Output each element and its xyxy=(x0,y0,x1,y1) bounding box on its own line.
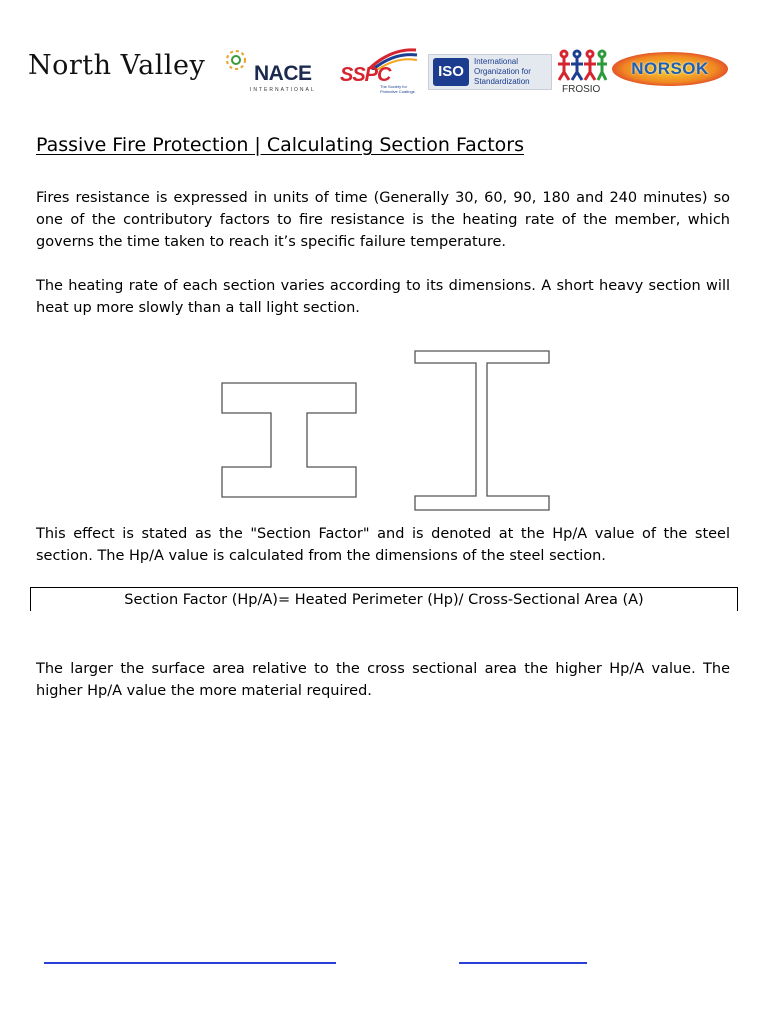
nace-wordmark: NACE xyxy=(254,62,312,85)
page-title: Passive Fire Protection | Calculating Section Factors xyxy=(36,134,525,156)
frosio-logo xyxy=(556,46,608,98)
frosio-figures-icon xyxy=(556,46,608,84)
sspc-wordmark: SSPC xyxy=(340,64,391,86)
paragraph-surface-area: The larger the surface area relative to the cross sectional area the higher Hp/A value. The higher Hp/A value the more material required. xyxy=(36,661,730,699)
paragraph-heating-rate: The heating rate of each section varies according to its dimensions. A short heavy section will heat up more slowly than a tall light section. xyxy=(36,278,730,316)
iso-logo xyxy=(428,54,552,90)
formula-box xyxy=(30,587,738,611)
nace-swirl-icon xyxy=(222,46,258,76)
iso-line-3: Standardization xyxy=(474,77,530,86)
north-valley-logo: North Valley xyxy=(28,50,206,81)
section-factor-formula: Section Factor (Hp/A)= Heated Perimeter (Hp)/ Cross-Sectional Area (A) xyxy=(124,592,644,608)
iso-line-1: International xyxy=(474,57,519,66)
paragraph-section-factor: This effect is stated as the "Section Factor" and is denoted at the Hp/A value of the steel section. The Hp/A value is calculated from the dimensions of the steel section. xyxy=(36,526,730,564)
sspc-subtitle: The Society for Protective Coatings xyxy=(380,84,415,94)
logo-bar xyxy=(26,44,736,100)
nace-subtitle: INTERNATIONAL xyxy=(250,87,316,93)
iso-line-2: Organization for xyxy=(474,67,531,76)
short-heavy-section xyxy=(222,383,356,497)
paragraph-fire-resistance: Fires resistance is expressed in units of time (Generally 30, 60, 90, 180 and 240 minutes) so one of the contributory factors to fire resistance is the heating rate of the member, which governs the time taken to reach it’s specific failure temperature. xyxy=(36,190,730,250)
tall-light-section xyxy=(415,351,549,510)
norsok-wordmark: NORSOK xyxy=(631,59,709,78)
frosio-wordmark: FROSIO xyxy=(562,84,601,95)
sspc-logo xyxy=(340,46,418,98)
footer-link-underline-2[interactable] xyxy=(459,962,587,964)
nace-logo xyxy=(222,46,328,94)
norsok-logo xyxy=(612,52,728,86)
footer-link-underline-1[interactable] xyxy=(44,962,336,964)
iso-text xyxy=(474,57,531,87)
iso-badge: ISO xyxy=(433,58,469,86)
